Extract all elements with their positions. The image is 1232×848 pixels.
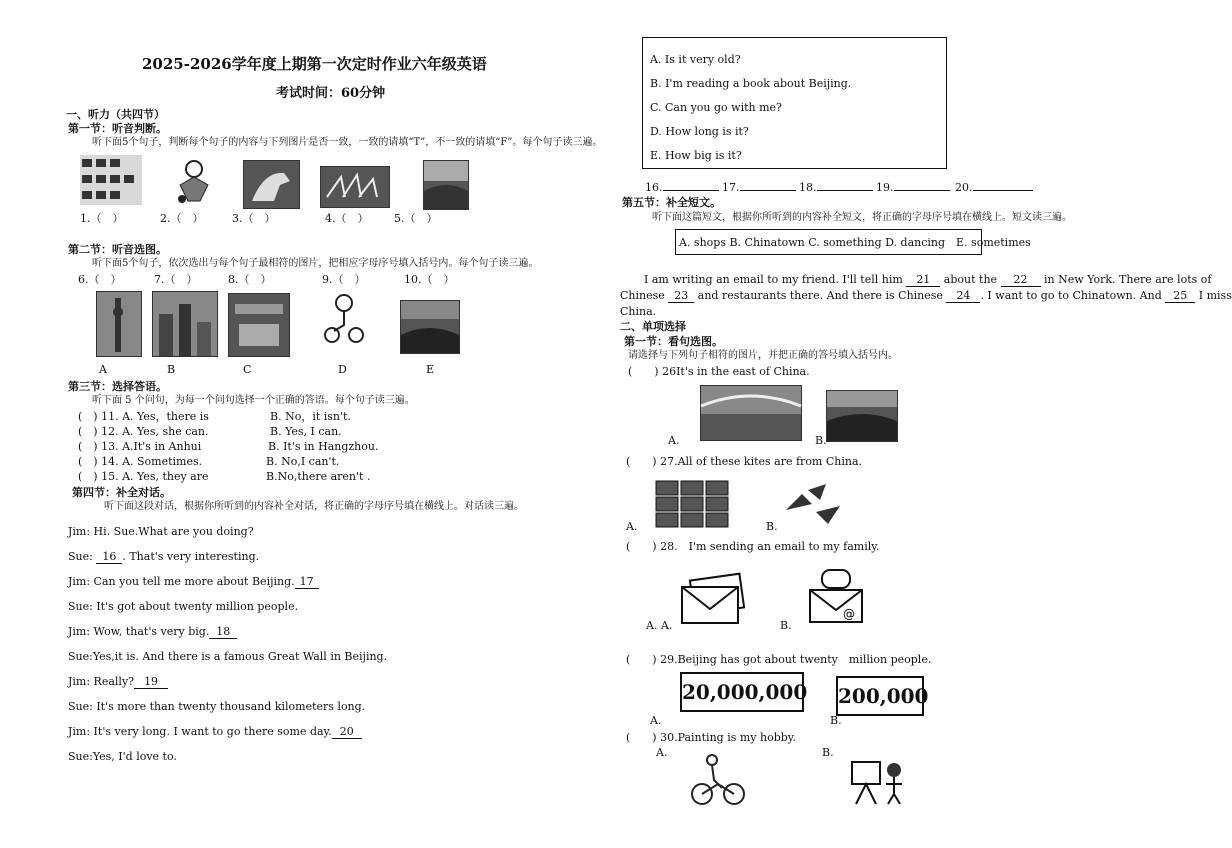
dialogue-line-2: Sue: 16 . That's very interesting.: [68, 550, 260, 563]
q30-label-a: A.: [656, 746, 668, 759]
q15: ( ) 15. A. Yes, they are: [78, 470, 209, 483]
sec1-instruction: 听下面5个句子，判断每个句子的内容与下列图片是否一致，一致的请填“T”，不一致的请填“F”。每个句子读三遍。: [92, 137, 603, 148]
dialogue-line-4: Sue: It's got about twenty million people.: [68, 600, 299, 613]
q27: ( ) 27.All of these kites are from China.: [626, 455, 863, 468]
sec2-letter-B: B: [167, 363, 176, 376]
q26-label-b: B.: [815, 434, 827, 447]
dialogue-line-3: Jim: Can you tell me more about Beijing. 17: [68, 575, 319, 589]
option-D: D. How long is it?: [650, 125, 749, 138]
q12-option-b: B. Yes, I can.: [270, 425, 342, 438]
sec1-label-4: 4.（ ）: [325, 212, 369, 225]
sec1-label-2: 2.（ ）: [160, 212, 204, 225]
passage-line-1: I am writing an email to my friend. I'll tell him 21 about the 22 in New York. There are lots of: [644, 273, 1212, 286]
sec2-number-6: 6.（ ）: [78, 273, 122, 286]
q30-picture-b-painting: [848, 758, 908, 804]
option-A: A. Is it very old?: [650, 53, 741, 66]
q29-option-a-number: 20,000,000: [680, 672, 804, 712]
sec1-label-3: 3.（ ）: [232, 212, 276, 225]
sec2-number-7: 7.（ ）: [154, 273, 198, 286]
picture-D-girl-cycling: [322, 293, 366, 345]
picture-5-landscape: [423, 160, 469, 210]
q30-picture-a-cycling: [690, 752, 746, 806]
q12: ( ) 12. A. Yes, she can.: [78, 425, 209, 438]
option-C: C. Can you go with me?: [650, 101, 782, 114]
sec2-letter-E: E: [426, 363, 435, 376]
q13-option-b: B. It's in Hangzhou.: [268, 440, 379, 453]
q29: ( ) 29.Beijing has got about twenty million people.: [626, 653, 932, 666]
picture-2-cartoon: [170, 155, 218, 205]
picture-E-mountain: [400, 300, 460, 354]
sec5-choices: A. shops B. Chinatown C. something D. dancing E. sometimes: [679, 236, 1031, 249]
sec1-label-5: 5.（ ）: [394, 212, 438, 225]
sec5-instruction: 听下面这篇短文，根据你所听到的内容补全短文，将正确的字母序号填在横线上。短文读三遍。: [652, 212, 1072, 223]
q30: ( ) 30.Painting is my hobby.: [626, 731, 797, 744]
dialogue-line-8: Sue: It's more than twenty thousand kilometers long.: [68, 700, 366, 713]
passage-line-2: Chinese 23 and restaurants there. And there is Chinese 24 . I want to go to Chinatown. And 25 I miss: [620, 289, 1232, 302]
q28-label-b: B.: [780, 619, 792, 632]
q28-picture-a-envelope: [678, 573, 750, 625]
sec4-instruction: 听下面这段对话，根据你所听到的内容补全对话，将正确的字母序号填在横线上。对话读三遍。: [104, 501, 524, 512]
q29-label-a: A.: [650, 714, 662, 727]
option-E: E. How big is it?: [650, 149, 742, 162]
part2-heading: 二、单项选择: [620, 320, 686, 333]
part1-heading: 一、听力（共四节）: [66, 108, 165, 121]
sec1-title: 第一节：听音判断。: [68, 122, 167, 135]
q26-picture-a-city: [700, 385, 802, 441]
q27-label-a: A.: [626, 520, 638, 533]
picture-A-tower: [96, 291, 142, 357]
picture-4-opera-house: [320, 166, 390, 208]
sec1-label-1: 1.（ ）: [80, 212, 124, 225]
dialogue-line-5: Jim: Wow, that's very big. 18: [68, 625, 237, 639]
dialogue-line-7: Jim: Really? 19: [68, 675, 168, 689]
q11: ( ) 11. A. Yes，there is: [78, 410, 209, 423]
q26-picture-b-landscape: [826, 390, 898, 442]
sec2-letter-C: C: [243, 363, 252, 376]
dialogue-line-9: Jim: It's very long. I want to go there some day. 20: [68, 725, 362, 739]
sec2-letter-D: D: [338, 363, 347, 376]
sec4-title: 第四节：补全对话。: [72, 486, 171, 499]
svg-text:@: @: [843, 607, 855, 621]
option-B: B. I'm reading a book about Beijing.: [650, 77, 852, 90]
q29-label-b: B.: [830, 714, 842, 727]
q11-option-b: B. No，it isn't.: [270, 410, 351, 423]
sec3-instruction: 听下面 5 个问句，为每一个问句选择一个正确的答语。每个句子读三遍。: [92, 395, 415, 406]
passage-line-3: China.: [620, 305, 657, 318]
answer-blank-16: 16.: [645, 181, 719, 194]
q26: ( ) 26It's in the east of China.: [628, 365, 810, 378]
part2-sec1-title: 第一节：看句选图。: [624, 335, 723, 348]
exam-title: 2025-2026学年度上期第一次定时作业六年级英语: [142, 55, 487, 73]
q29-option-b-number: 200,000: [836, 676, 924, 716]
sec2-title: 第二节：听音选图。: [68, 243, 167, 256]
answer-blank-18: 18.: [799, 181, 873, 194]
picture-B-city: [152, 291, 218, 357]
q30-label-b: B.: [822, 746, 834, 759]
picture-3-horse: [243, 160, 300, 209]
dialogue-line-1: Jim: Hi. Sue.What are you doing?: [68, 525, 254, 538]
q14-option-b: B. No,I can't.: [266, 455, 340, 468]
sec2-instruction: 听下面5个句子，依次选出与每个句子最相符的图片，把相应字母序号填入括号内。每个句子读三遍。: [92, 258, 539, 269]
q28-picture-b-email-icon: [808, 568, 864, 624]
picture-C-street: [228, 293, 290, 357]
q15-option-b: B.No,there aren't .: [266, 470, 371, 483]
sec2-number-8: 8.（ ）: [228, 273, 272, 286]
sec2-number-10: 10.（ ）: [404, 273, 455, 286]
sec2-number-9: 9.（ ）: [322, 273, 366, 286]
q13: ( ) 13. A.It's in Anhui: [78, 440, 202, 453]
q28-label-a: A. A.: [646, 619, 673, 632]
sec5-title: 第五节：补全短文。: [622, 196, 721, 209]
answer-blank-17: 17.: [722, 181, 796, 194]
dialogue-line-6: Sue:Yes,it is. And there is a famous Great Wall in Beijing.: [68, 650, 388, 663]
dialogue-line-10: Sue:Yes, I'd love to.: [68, 750, 177, 763]
q26-label-a: A.: [668, 434, 680, 447]
q27-picture-b-kites: [782, 480, 846, 526]
q28: ( ) 28. I'm sending an email to my family.: [626, 540, 880, 553]
sec3-title: 第三节：选择答语。: [68, 380, 167, 393]
q27-label-b: B.: [766, 520, 778, 533]
picture-1-letters: [80, 155, 142, 205]
answer-blank-19: 19.: [876, 181, 950, 194]
q27-picture-a-kite-grid: [655, 480, 729, 528]
answer-blank-20: 20.: [955, 181, 1033, 194]
exam-duration: 考试时间：60分钟: [276, 86, 386, 101]
q14: ( ) 14. A. Sometimes.: [78, 455, 203, 468]
part2-instruction: 请选择与下列句子相符的图片，并把正确的答号填入括号内。: [628, 350, 898, 361]
sec2-letter-A: A: [99, 363, 107, 376]
